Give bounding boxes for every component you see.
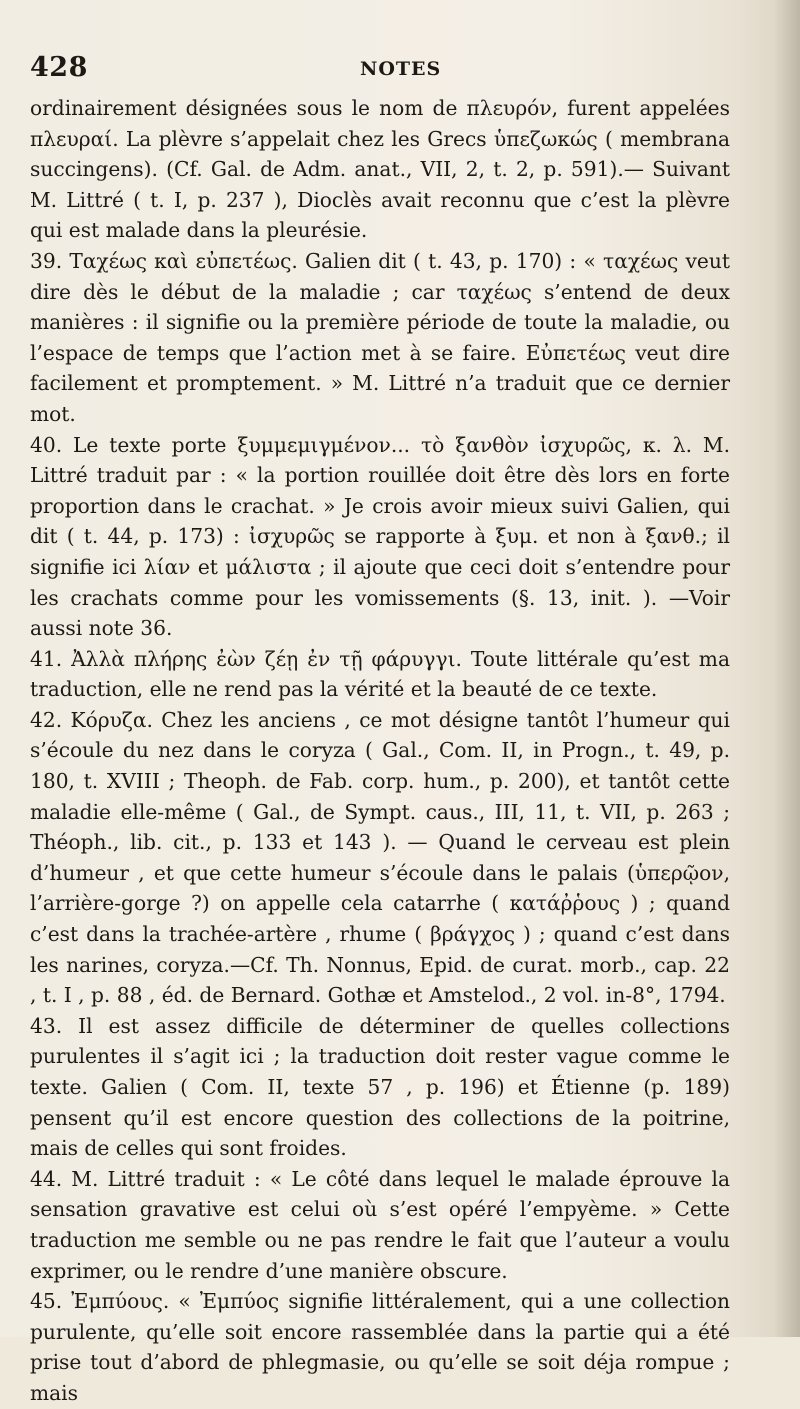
note-41: 41. Ἀλλὰ πλήρης ἐὼν ζέῃ ἐν τῇ φάρυγγι. Toute littérale qu’est ma traduction, elle ne rend pas la vérité et la beauté de ce texte.	[30, 646, 730, 702]
note-39: 39. Ταχέως καὶ εὐπετέως. Galien dit ( t. 43, p. 170) : « ταχέως veut dire dès le début de la maladie ; car ταχέως s’entend de deux manières : il signifie ou la première période de toute la maladie, ou l’espace de temps que l’action met à se faire. Εὐπετέως veut dire facilement et promptement. » M. Littré n’a traduit que ce dernier mot.	[30, 248, 730, 426]
page-edge-shadow	[774, 0, 800, 1337]
note-44: 44. M. Littré traduit : « Le côté dans lequel le malade éprouve la sensation gravative est celui où s’est opéré l’empyème. » Cette traduction me semble ou ne pas rendre le fait que l’auteur a voulu exprimer, ou le rendre d’une manière obscure.	[30, 1166, 730, 1283]
note-45: 45. Ἐμπύους. « Ἐμπύος signifie littéralement, qui a une collection purulente, qu’elle soit encore rassemblée dans la partie qui a été prise tout d’abord de phlegmasie, ou qu’elle se soit déja rompue ; mais	[30, 1289, 730, 1405]
running-head: NOTES	[360, 58, 442, 80]
page-header	[30, 52, 740, 86]
note-40: 40. Le texte porte ξυμμεμιγμένον... τὸ ξανθὸν ἰσχυρῶς, κ. λ. M. Littré traduit par : « la portion rouillée doit être dès lors en forte proportion dans le crachat. » Je crois avoir mieux suivi Galien, qui dit ( t. 44, p. 173) : ἰσχυρῶς se rapporte à ξυμ. et non à ξανθ.; il signifie ici λίαν et μάλιστα ; il ajoute que ceci doit s’entendre pour les crachats comme pour les vomissements (§. 13, init. ). —Voir aussi note 36.	[30, 432, 730, 641]
notes-text	[30, 93, 730, 1409]
note-43: 43. Il est assez difficile de déterminer de quelles collections purulentes il s’agit ici ; la traduction doit rester vague comme le texte. Galien ( Com. II, texte 57 , p. 196) et Étienne (p. 189) pensent qu’il est encore question des collections de la poitrine, mais de celles qui sont froides.	[30, 1013, 730, 1161]
page-number: 428	[30, 52, 88, 83]
note-42: 42. Κόρυζα. Chez les anciens , ce mot désigne tantôt l’humeur qui s’écoule du nez dans le coryza ( Gal., Com. II, in Progn., t. 49, p. 180, t. XVIII ; Theoph. de Fab. corp. hum., p. 200), et tantôt cette maladie elle-même ( Gal., de Sympt. caus., III, 11, t. VII, p. 263 ; Théoph., lib. cit., p. 133 et 143 ). — Quand le cerveau est plein d’humeur , et que cette humeur s’écoule dans le palais (ὑπερῷον, l’arrière-gorge ?) on appelle cela catarrhe ( κατάῤῥους ) ; quand c’est dans la trachée-artère , rhume ( βράγχος ) ; quand c’est dans les narines, coryza.—Cf. Th. Nonnus, Epid. de curat. morb., cap. 22 , t. I , p. 88 , éd. de Bernard. Gothæ et Amstelod., 2 vol. in-8°, 1794.	[30, 707, 730, 1008]
paragraph-continuation: ordinairement désignées sous le nom de πλευρόν, furent appelées πλευραί. La plèvre s’appelait chez les Grecs ὑπεζωκώς ( membrana succingens). (Cf. Gal. de Adm. anat., VII, 2, t. 2, p. 591).— Suivant M. Littré ( t. I, p. 237 ), Dioclès avait reconnu que c’est la plèvre qui est malade dans la pleurésie.	[30, 96, 730, 243]
